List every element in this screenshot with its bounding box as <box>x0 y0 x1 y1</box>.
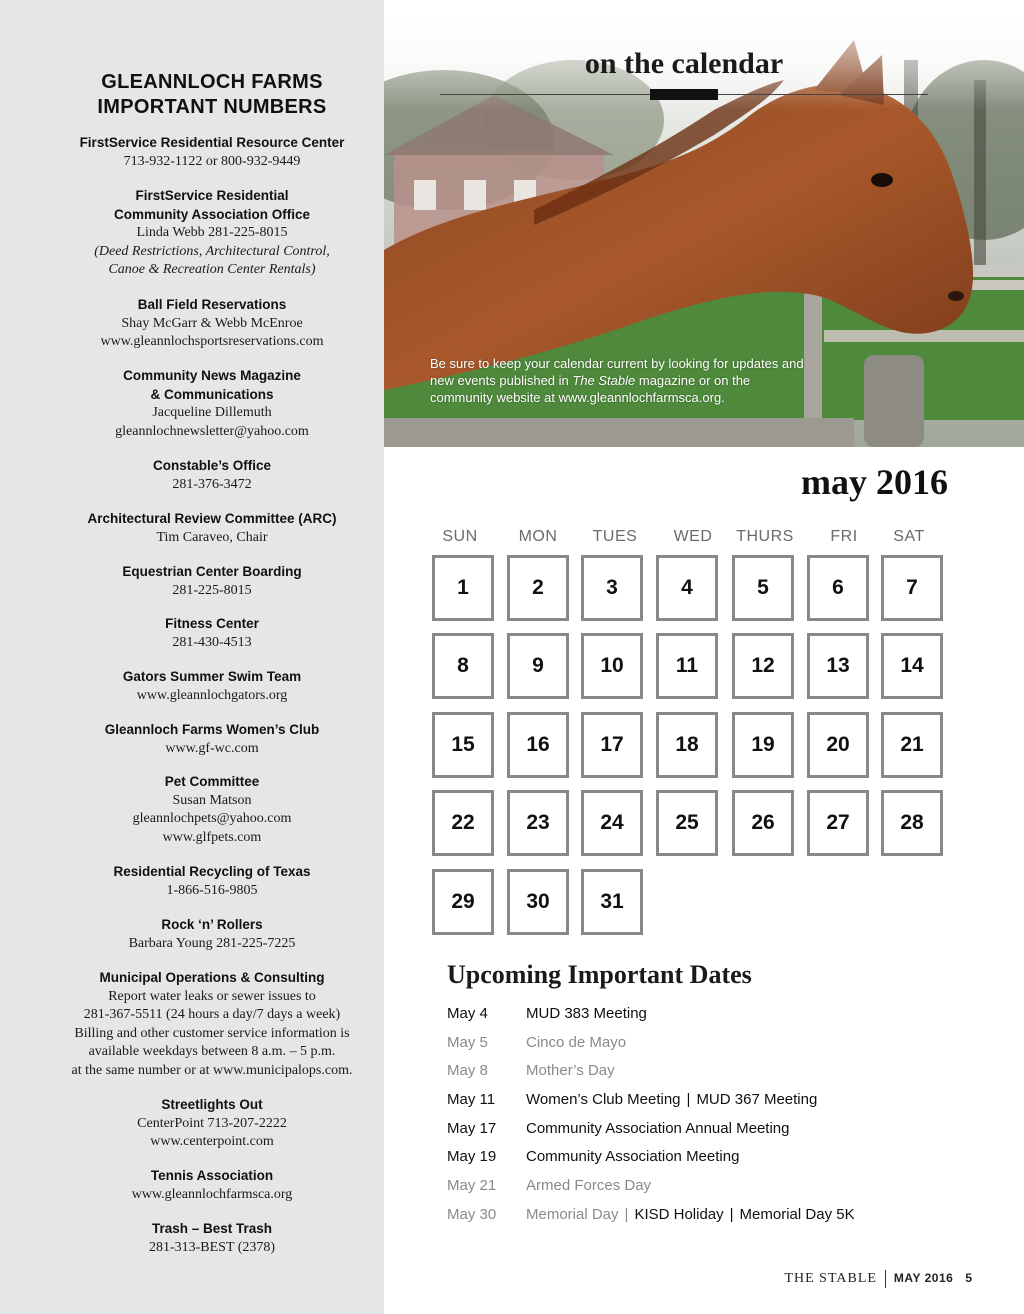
calendar-day[interactable]: 4 <box>656 555 718 621</box>
contact-line: 281-376-3472 <box>172 476 252 492</box>
event-name: MUD 367 Meeting <box>696 1091 818 1108</box>
contact-heading: FirstService Residential <box>135 188 289 203</box>
event-name: Cinco de Mayo <box>526 1034 627 1051</box>
title-rule-accent <box>650 89 718 100</box>
contact-entry <box>40 773 384 847</box>
calendar-day[interactable]: 8 <box>432 633 494 699</box>
page-footer <box>784 1268 972 1288</box>
calendar-day[interactable]: 20 <box>807 712 869 778</box>
contact-heading: Trash – Best Trash <box>151 1221 273 1236</box>
contact-entry <box>40 134 384 171</box>
contact-link[interactable]: www.gf-wc.com <box>165 740 259 756</box>
event-date: May 11 <box>447 1091 496 1108</box>
contact-entry <box>40 615 384 652</box>
event-name: Community Association Annual Meeting <box>526 1120 790 1137</box>
contact-heading: Community News Magazine <box>123 368 301 383</box>
calendar-day[interactable]: 15 <box>432 712 494 778</box>
contact-heading: Municipal Operations & Consulting <box>99 970 325 985</box>
calendar-day[interactable]: 23 <box>507 790 569 856</box>
contact-entry <box>40 457 384 494</box>
event-name: Armed Forces Day <box>526 1177 652 1194</box>
contact-line: CenterPoint 713-207-2222 <box>137 1115 287 1131</box>
contact-heading: Gleannloch Farms Women’s Club <box>104 722 320 737</box>
contact-entry <box>40 1167 384 1204</box>
contact-heading: Pet Committee <box>164 774 260 789</box>
calendar-day[interactable]: 28 <box>881 790 943 856</box>
event-name: Memorial Day 5K <box>739 1206 855 1223</box>
calendar-day[interactable]: 13 <box>807 633 869 699</box>
event-name: Community Association Meeting <box>526 1148 740 1165</box>
contact-heading: FirstService Residential Resource Center <box>79 135 345 150</box>
contact-heading: Community Association Office <box>113 206 311 222</box>
weekday-label: FRI <box>830 528 858 545</box>
calendar-day[interactable]: 25 <box>656 790 718 856</box>
calendar-day[interactable]: 22 <box>432 790 494 856</box>
calendar-day[interactable]: 26 <box>732 790 794 856</box>
contact-line: Billing and other customer service information is <box>74 1025 350 1041</box>
month-title: may 2016 <box>801 462 948 502</box>
calendar-day[interactable]: 16 <box>507 712 569 778</box>
photo-caption <box>430 355 810 406</box>
weekday-label: WED <box>673 528 713 545</box>
contact-entry <box>40 563 384 600</box>
contact-line: 281-313-BEST (2378) <box>148 1239 276 1255</box>
sidebar-title <box>40 70 384 120</box>
contact-entry <box>40 668 384 705</box>
contact-heading: Ball Field Reservations <box>137 297 287 312</box>
calendar-day[interactable]: 17 <box>581 712 643 778</box>
weekday-label: MON <box>518 528 558 545</box>
contact-line: at the same number or at www.municipalops.com. <box>71 1062 353 1078</box>
contact-entry <box>40 969 384 1080</box>
contact-line: available weekdays between 8 a.m. – 5 p.m. <box>88 1044 336 1059</box>
calendar-day[interactable]: 31 <box>581 869 643 935</box>
calendar-day[interactable]: 27 <box>807 790 869 856</box>
calendar-day[interactable]: 6 <box>807 555 869 621</box>
contact-line: Susan Matson <box>172 792 252 808</box>
calendar-day[interactable]: 19 <box>732 712 794 778</box>
calendar-day[interactable]: 2 <box>507 555 569 621</box>
contact-entry <box>40 1096 384 1152</box>
contact-line: Barbara Young 281-225-7225 <box>128 935 296 951</box>
event-separator: | <box>729 1206 734 1223</box>
contact-heading: Tennis Association <box>150 1168 274 1183</box>
event-name: Mother’s Day <box>526 1062 615 1079</box>
contact-link[interactable]: www.glfpets.com <box>162 829 262 845</box>
contact-heading: Streetlights Out <box>161 1097 263 1112</box>
calendar-day[interactable]: 24 <box>581 790 643 856</box>
event-date: May 4 <box>447 1005 488 1022</box>
contact-heading: Gators Summer Swim Team <box>122 669 302 684</box>
contact-link[interactable]: www.gleannlochgators.org <box>136 687 288 703</box>
event-date: May 30 <box>447 1206 497 1223</box>
footer-divider <box>885 1270 886 1288</box>
contact-line: 281-225-8015 <box>172 582 252 598</box>
page-title: on the calendar <box>584 47 784 80</box>
calendar-day[interactable]: 30 <box>507 869 569 935</box>
weekday-label: SAT <box>893 528 925 545</box>
upcoming-dates-title: Upcoming Important Dates <box>447 960 752 989</box>
contact-link[interactable]: www.gleannlochsportsreservations.com <box>100 334 324 349</box>
calendar-day[interactable]: 9 <box>507 633 569 699</box>
calendar-day[interactable]: 12 <box>732 633 794 699</box>
contact-entry <box>40 510 384 547</box>
contact-entry <box>40 721 384 758</box>
event-name: MUD 383 Meeting <box>526 1005 647 1022</box>
calendar-day[interactable]: 1 <box>432 555 494 621</box>
contact-line: 713-932-1122 or 800-932-9449 <box>123 153 301 169</box>
calendar-day[interactable]: 21 <box>881 712 943 778</box>
event-name: KISD Holiday <box>634 1206 724 1223</box>
calendar-day[interactable]: 7 <box>881 555 943 621</box>
event-separator: | <box>686 1091 691 1108</box>
calendar-day[interactable]: 10 <box>581 633 643 699</box>
contact-entry <box>40 916 384 953</box>
magazine-name: THE STABLE <box>784 1271 877 1286</box>
contact-heading: & Communications <box>150 386 274 402</box>
contact-line: Tim Caraveo, Chair <box>156 529 268 545</box>
contact-email[interactable]: gleannlochnewsletter@yahoo.com <box>115 423 309 439</box>
contact-heading: Equestrian Center Boarding <box>122 564 302 579</box>
calendar-day[interactable]: 29 <box>432 869 494 935</box>
calendar-day[interactable]: 18 <box>656 712 718 778</box>
calendar-day[interactable]: 3 <box>581 555 643 621</box>
sidebar-title-line: IMPORTANT NUMBERS <box>97 96 327 118</box>
contact-heading: Rock ‘n’ Rollers <box>161 917 263 932</box>
caption-text: magazine or on the community website at www.gleannlochfarmsca.org. <box>430 373 751 405</box>
contact-line: 1-866-516-9805 <box>166 882 258 898</box>
contact-entry <box>40 1220 384 1257</box>
contact-line: Report water leaks or sewer issues to <box>108 988 316 1004</box>
weekday-label: THURS <box>736 528 794 545</box>
contact-link[interactable]: www.gleannlochfarmsca.org <box>131 1186 293 1202</box>
sidebar-title-line: GLEANNLOCH FARMS <box>101 71 323 93</box>
contact-note: (Deed Restrictions, Architectural Control, <box>94 243 330 259</box>
important-numbers-sidebar <box>0 0 384 1314</box>
contact-line: Linda Webb 281-225-8015 <box>136 225 288 240</box>
contact-line: 281-430-4513 <box>172 634 252 650</box>
contact-entry <box>40 296 384 352</box>
contact-entry <box>40 367 384 441</box>
calendar-day[interactable]: 11 <box>656 633 718 699</box>
contact-note: Canoe & Recreation Center Rentals) <box>108 262 316 277</box>
contact-entry <box>40 863 384 900</box>
contact-link[interactable]: www.centerpoint.com <box>150 1134 274 1149</box>
event-date: May 19 <box>447 1148 497 1165</box>
event-name: Women’s Club Meeting <box>526 1091 681 1108</box>
weekday-label: SUN <box>442 528 478 545</box>
contact-heading: Architectural Review Committee (ARC) <box>87 511 337 526</box>
event-separator: | <box>624 1206 629 1223</box>
event-date: May 8 <box>447 1062 488 1079</box>
event-date: May 21 <box>447 1177 497 1194</box>
calendar-day[interactable]: 5 <box>732 555 794 621</box>
contact-line: Jacqueline Dillemuth <box>152 405 272 420</box>
caption-magazine-name: The Stable <box>572 373 636 388</box>
contact-heading: Fitness Center <box>165 616 259 631</box>
contact-heading: Constable’s Office <box>152 458 272 473</box>
event-date: May 5 <box>447 1034 488 1051</box>
contact-line: 281-367-5511 (24 hours a day/7 days a week) <box>83 1007 341 1022</box>
issue-date: MAY 2016 <box>893 1271 954 1285</box>
weekday-label: TUES <box>592 528 638 545</box>
contact-entry <box>40 187 384 280</box>
contact-heading: Residential Recycling of Texas <box>113 864 311 879</box>
event-date: May 17 <box>447 1120 497 1137</box>
page-number: 5 <box>965 1271 972 1285</box>
calendar-day[interactable]: 14 <box>881 633 943 699</box>
event-name: Memorial Day <box>526 1206 619 1223</box>
contact-email[interactable]: gleannlochpets@yahoo.com <box>132 811 292 826</box>
caption-text: Be sure to keep your calendar current by looking for updates and new events published in <box>430 356 804 388</box>
contact-line: Shay McGarr & Webb McEnroe <box>121 315 303 331</box>
